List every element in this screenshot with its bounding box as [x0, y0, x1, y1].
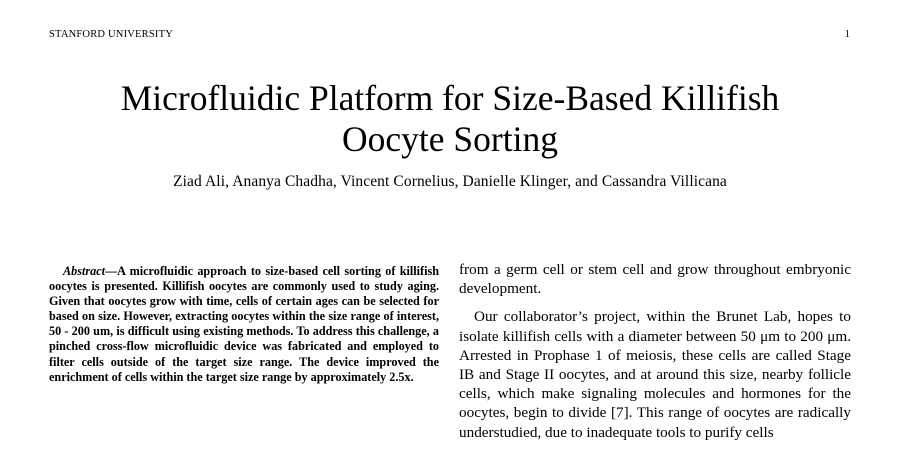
- abstract-text: —A microfluidic approach to size-based cell sorting of killifish oocytes is presented. Killifish oocytes are commonly used to study aging. Given that oocytes grow with time, cells of certain ages can be selected for based on size. However, extracting oocytes within the size range of interest, 50 - 200 um, is difficult using existing methods. To address this challenge, a pinched cross-flow microfluidic device was fabricated and employed to filter cells outside of the target size range. The device improved the enrichment of cells within the target size range by approximately 2.5x.: [49, 264, 439, 384]
- abstract: [49, 264, 439, 385]
- body-column-right: [459, 260, 851, 451]
- title-line-2: Oocyte Sorting: [342, 119, 558, 159]
- running-header-institution: STANFORD UNIVERSITY: [49, 29, 174, 40]
- author-list: Ziad Ali, Ananya Chadha, Vincent Cornelius, Danielle Klinger, and Cassandra Villicana: [173, 173, 727, 190]
- abstract-label: Abstract: [63, 264, 105, 278]
- body-paragraph-2: Our collaborator’s project, within the Brunet Lab, hopes to isolate killifish cells with a diameter between 50 μm to 200 μm. Arrested in Prophase 1 of meiosis, these cells are called Stage IB and Stage II oocytes, and at around this size, nearby follicle cells, which make signaling molecules and hormones for the oocytes, begin to divide [7]. This range of oocytes are radically understudied, due to inadequate tools to purify cells: [459, 308, 851, 441]
- body-paragraph-1: from a germ cell or stem cell and grow throughout embryonic development.: [459, 261, 851, 298]
- paper-title: [0, 78, 900, 160]
- page-number: 1: [844, 29, 850, 40]
- title-line-1: Microfluidic Platform for Size-Based Killifish: [120, 78, 780, 118]
